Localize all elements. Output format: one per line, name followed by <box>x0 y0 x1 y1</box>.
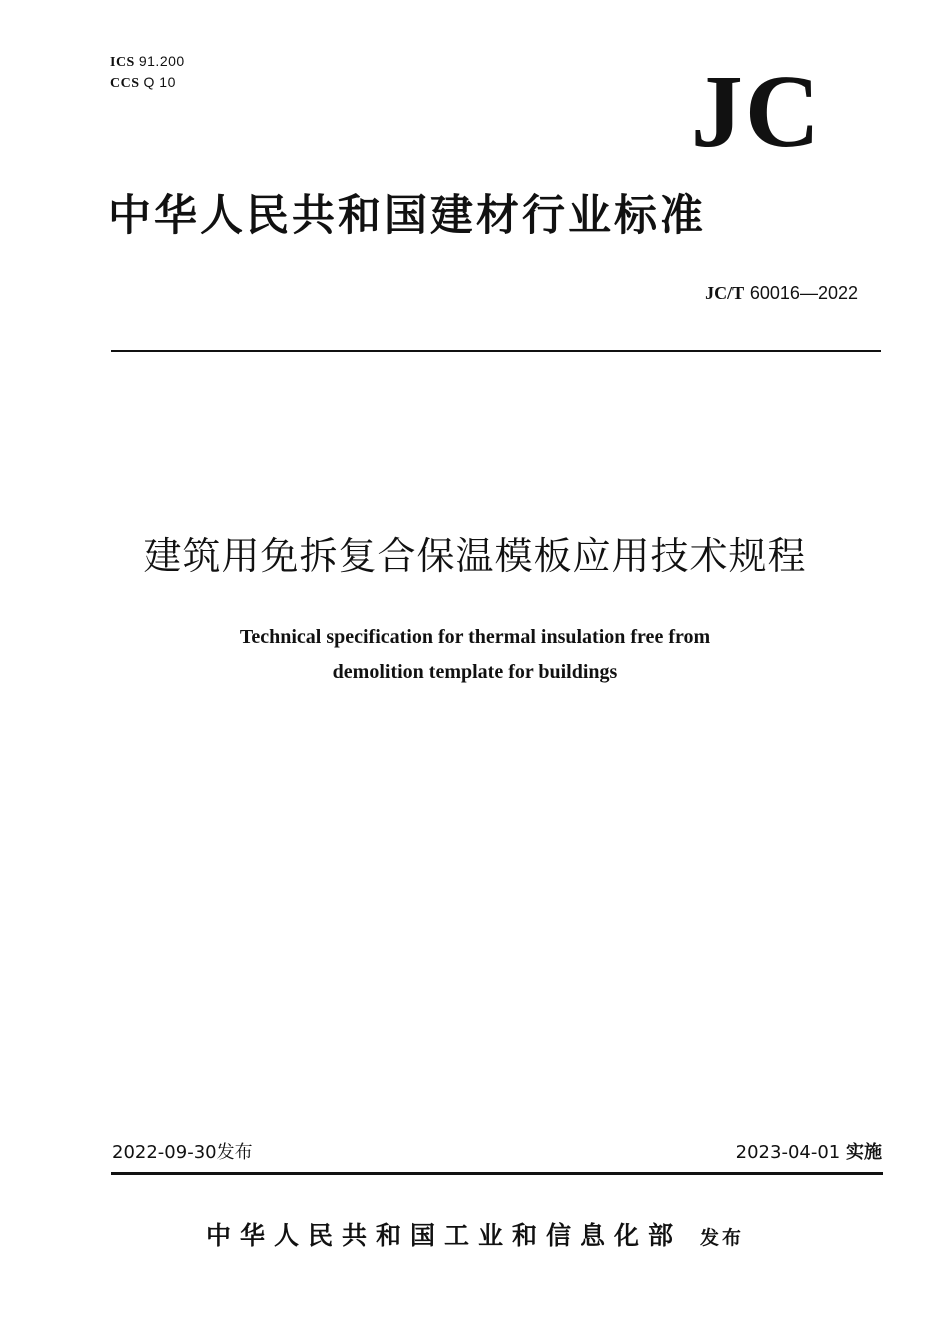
publish-date-value: 2022-09-30 <box>112 1142 217 1163</box>
standard-code-number: 60016—2022 <box>749 283 858 303</box>
document-title-en <box>0 620 950 690</box>
standard-title: 中华人民共和国建材行业标准 <box>108 191 706 241</box>
effective-date-label: 实施 <box>846 1142 882 1163</box>
ccs-code <box>110 73 176 93</box>
ccs-label: CCS <box>110 76 140 91</box>
jc-logo: JC <box>690 54 822 169</box>
standard-code <box>705 281 858 306</box>
top-divider <box>111 350 881 352</box>
publisher <box>0 1214 950 1260</box>
publisher-issue-label: 发布 <box>700 1227 745 1249</box>
publisher-organization: 中华人民共和国工业和信息化部 <box>205 1221 682 1250</box>
effective-date-value: 2023-04-01 <box>735 1142 841 1163</box>
document-title-cn: 建筑用免拆复合保温模板应用技术规程 <box>143 534 807 578</box>
effective-date <box>736 1140 882 1166</box>
document-title-en-line1: Technical specification for thermal insulation free from <box>239 626 711 648</box>
publish-date-label: 发布 <box>216 1142 253 1163</box>
ics-code <box>110 52 185 72</box>
publish-date <box>112 1140 253 1166</box>
bottom-divider <box>111 1172 883 1175</box>
document-title-en-line2: demolition template for buildings <box>332 661 618 683</box>
ics-label: ICS <box>110 55 135 70</box>
ccs-value: Q 10 <box>143 74 176 90</box>
standard-code-prefix: JC/T <box>705 283 745 303</box>
ics-value: 91.200 <box>138 53 185 69</box>
